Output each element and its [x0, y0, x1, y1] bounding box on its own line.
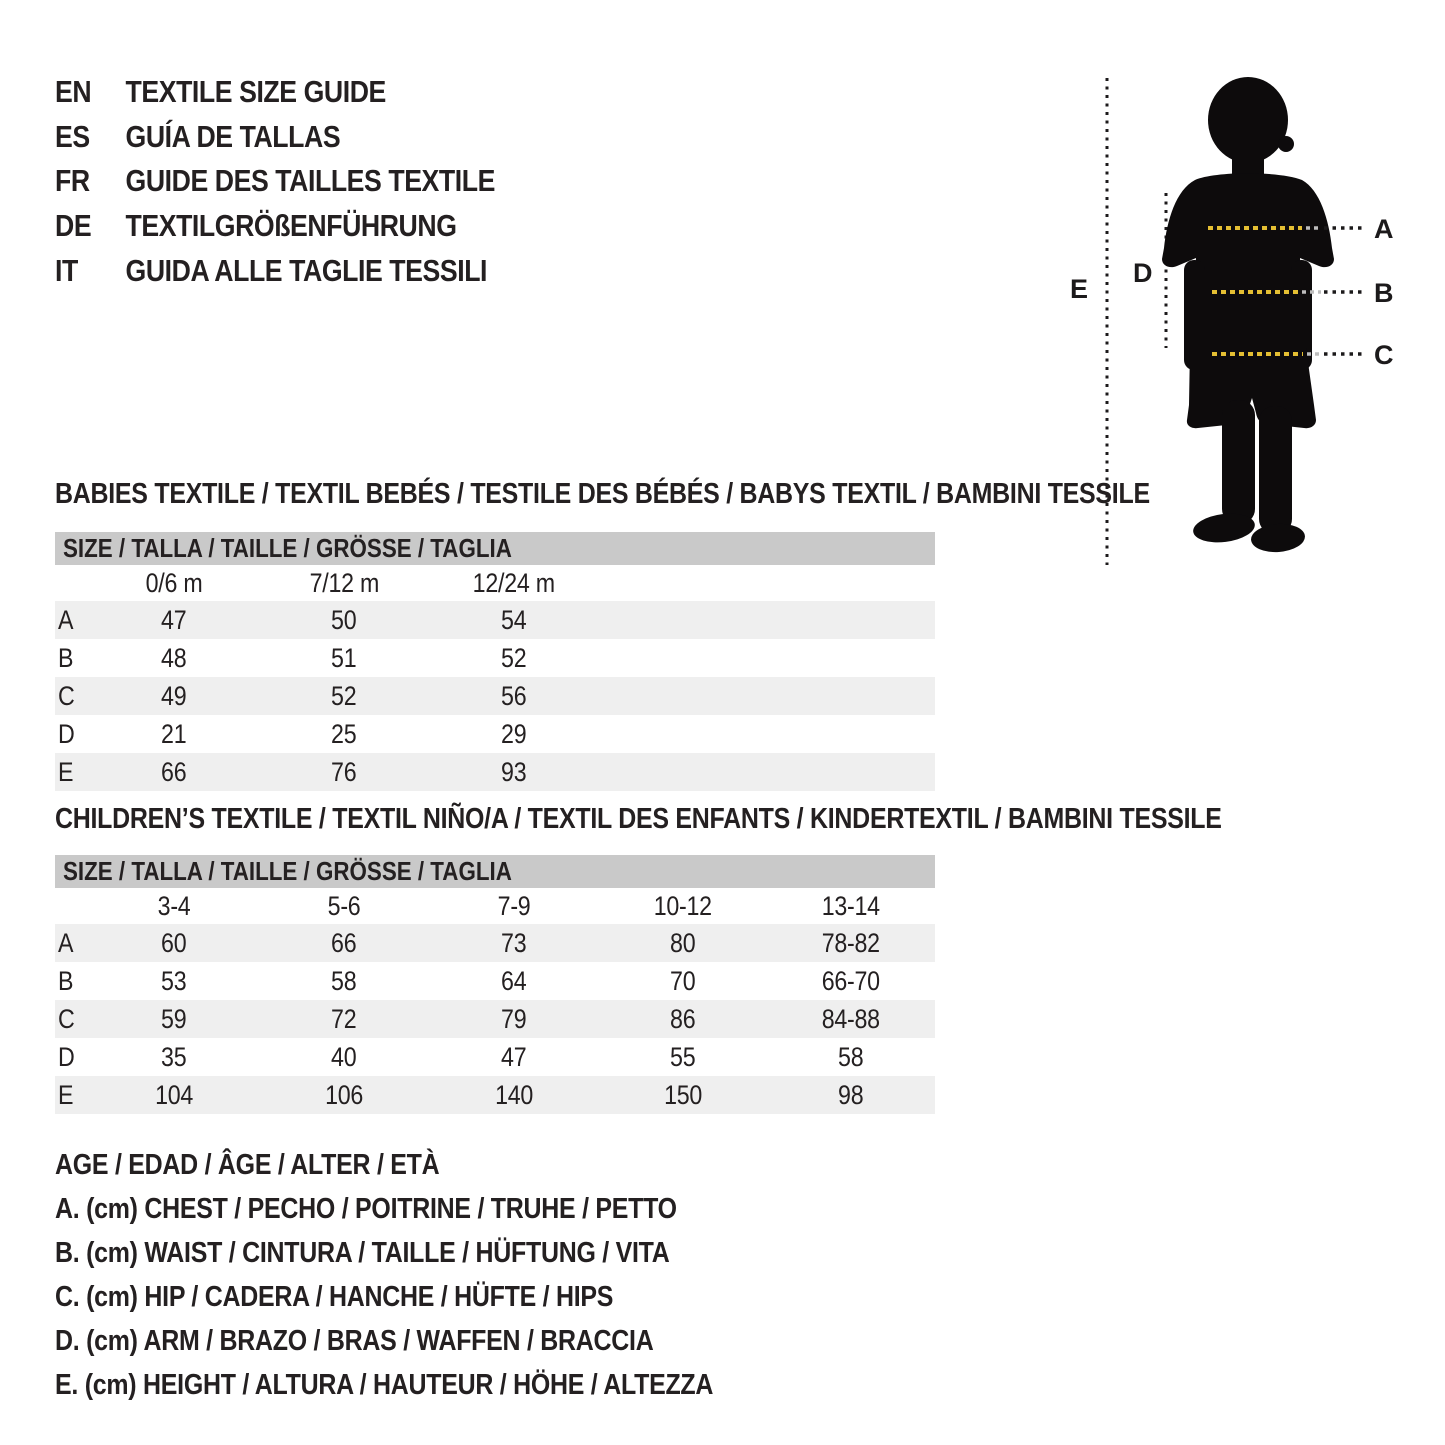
babies-row-a — [55, 601, 935, 639]
language-row-it — [55, 248, 567, 293]
table-cell: 49 — [161, 680, 187, 711]
language-code: FR — [55, 163, 90, 199]
row-label: B — [58, 965, 74, 996]
children-row-a — [55, 924, 935, 962]
table-cell: 86 — [670, 1003, 696, 1034]
table-cell: 66 — [161, 756, 187, 787]
measurement-figure — [1040, 60, 1445, 600]
table-cell: 76 — [331, 756, 357, 787]
table-cell: 51 — [331, 642, 357, 673]
table-cell: 73 — [501, 927, 527, 958]
row-label: E — [58, 1079, 74, 1110]
language-row-en — [55, 70, 567, 115]
table-cell: 47 — [501, 1041, 527, 1072]
guide-title-es: GUÍA DE TALLAS — [125, 118, 341, 154]
guide-title-de: TEXTILGRÖßENFÜHRUNG — [125, 208, 457, 244]
table-cell: 106 — [325, 1079, 363, 1110]
legend-hip: C. (cm) HIP / CADERA / HANCHE / HÜFTE / HIPS — [55, 1280, 614, 1313]
measurement-legend — [55, 1143, 820, 1407]
table-cell: 93 — [501, 756, 527, 787]
table-cell: 80 — [670, 927, 696, 958]
table-cell: 55 — [670, 1041, 696, 1072]
children-col-13-14: 13-14 — [821, 890, 881, 921]
table-cell: 58 — [838, 1041, 864, 1072]
table-cell: 59 — [161, 1003, 187, 1034]
children-row-c — [55, 1000, 935, 1038]
table-cell: 66 — [331, 927, 357, 958]
table-cell: 64 — [501, 965, 527, 996]
language-code: DE — [55, 208, 92, 244]
children-col-5-6: 5-6 — [327, 890, 361, 921]
row-label: D — [58, 718, 75, 749]
language-row-es — [55, 115, 567, 160]
guide-title-fr: GUIDE DES TAILLES TEXTILE — [125, 163, 495, 199]
row-label: D — [58, 1041, 75, 1072]
table-cell: 29 — [501, 718, 527, 749]
table-cell: 79 — [501, 1003, 527, 1034]
babies-table — [55, 532, 935, 791]
children-size-header-bar: SIZE / TALLA / TAILLE / GRÖSSE / TAGLIA — [55, 855, 935, 888]
babies-col-7-12m: 7/12 m — [309, 567, 379, 598]
row-label: B — [58, 642, 74, 673]
babies-row-d — [55, 715, 935, 753]
guide-title-en: TEXTILE SIZE GUIDE — [125, 74, 386, 110]
babies-size-header-bar: SIZE / TALLA / TAILLE / GRÖSSE / TAGLIA — [55, 532, 935, 565]
children-section-title: CHILDREN’S TEXTILE / TEXTIL NIÑO/A / TEXTIL DES ENFANTS / KINDERTEXTIL / BAMBINI TESSILE — [55, 803, 1222, 835]
row-label: C — [58, 680, 75, 711]
children-column-headers — [55, 888, 935, 924]
table-cell: 78-82 — [821, 927, 881, 958]
table-cell: 48 — [161, 642, 187, 673]
table-cell: 21 — [161, 718, 187, 749]
table-cell: 70 — [670, 965, 696, 996]
row-label: A — [58, 927, 74, 958]
children-row-e — [55, 1076, 935, 1114]
babies-column-headers — [55, 565, 935, 601]
babies-col-0-6m: 0/6 m — [145, 567, 203, 598]
table-cell: 58 — [331, 965, 357, 996]
table-cell: 140 — [495, 1079, 533, 1110]
table-cell: 53 — [161, 965, 187, 996]
table-cell: 98 — [838, 1079, 864, 1110]
legend-height: E. (cm) HEIGHT / ALTURA / HAUTEUR / HÖHE / ALTEZZA — [55, 1368, 714, 1401]
legend-waist: B. (cm) WAIST / CINTURA / TAILLE / HÜFTUNG / VITA — [55, 1236, 670, 1269]
children-col-3-4: 3-4 — [157, 890, 191, 921]
language-row-fr — [55, 159, 567, 204]
table-cell: 66-70 — [821, 965, 881, 996]
babies-col-12-24m: 12/24 m — [472, 567, 556, 598]
table-cell: 50 — [331, 604, 357, 635]
legend-arm: D. (cm) ARM / BRAZO / BRAS / WAFFEN / BRACCIA — [55, 1324, 654, 1357]
legend-age: AGE / EDAD / ÂGE / ALTER / ETÀ — [55, 1148, 440, 1181]
row-label: E — [58, 756, 74, 787]
table-cell: 104 — [155, 1079, 193, 1110]
language-code: EN — [55, 74, 92, 110]
children-row-b — [55, 962, 935, 1000]
table-cell: 40 — [331, 1041, 357, 1072]
table-cell: 72 — [331, 1003, 357, 1034]
language-guide-block — [55, 70, 567, 293]
children-col-10-12: 10-12 — [653, 890, 713, 921]
babies-section-title: BABIES TEXTILE / TEXTIL BEBÉS / TESTILE DES BÉBÉS / BABYS TEXTIL / BAMBINI TESSILE — [55, 478, 1150, 510]
guide-title-it: GUIDA ALLE TAGLIE TESSILI — [125, 252, 488, 288]
babies-row-e — [55, 753, 935, 791]
babies-row-b — [55, 639, 935, 677]
table-cell: 47 — [161, 604, 187, 635]
table-cell: 84-88 — [821, 1003, 881, 1034]
children-col-7-9: 7-9 — [497, 890, 531, 921]
language-code: IT — [55, 252, 78, 288]
table-cell: 25 — [331, 718, 357, 749]
hip-label-c: C — [1374, 340, 1394, 370]
children-table — [55, 855, 935, 1114]
row-label: C — [58, 1003, 75, 1034]
table-cell: 52 — [331, 680, 357, 711]
children-row-d — [55, 1038, 935, 1076]
table-cell: 35 — [161, 1041, 187, 1072]
row-label: A — [58, 604, 74, 635]
table-cell: 54 — [501, 604, 527, 635]
child-silhouette-svg — [1040, 60, 1445, 600]
chest-label-a: A — [1374, 214, 1394, 244]
table-cell: 60 — [161, 927, 187, 958]
language-row-de — [55, 204, 567, 249]
table-cell: 150 — [664, 1079, 702, 1110]
waist-label-b: B — [1374, 278, 1394, 308]
legend-chest: A. (cm) CHEST / PECHO / POITRINE / TRUHE / PETTO — [55, 1192, 677, 1225]
language-code: ES — [55, 118, 90, 154]
arm-label-d: D — [1133, 258, 1153, 288]
babies-row-c — [55, 677, 935, 715]
table-cell: 56 — [501, 680, 527, 711]
height-label-e: E — [1070, 274, 1089, 304]
table-cell: 52 — [501, 642, 527, 673]
